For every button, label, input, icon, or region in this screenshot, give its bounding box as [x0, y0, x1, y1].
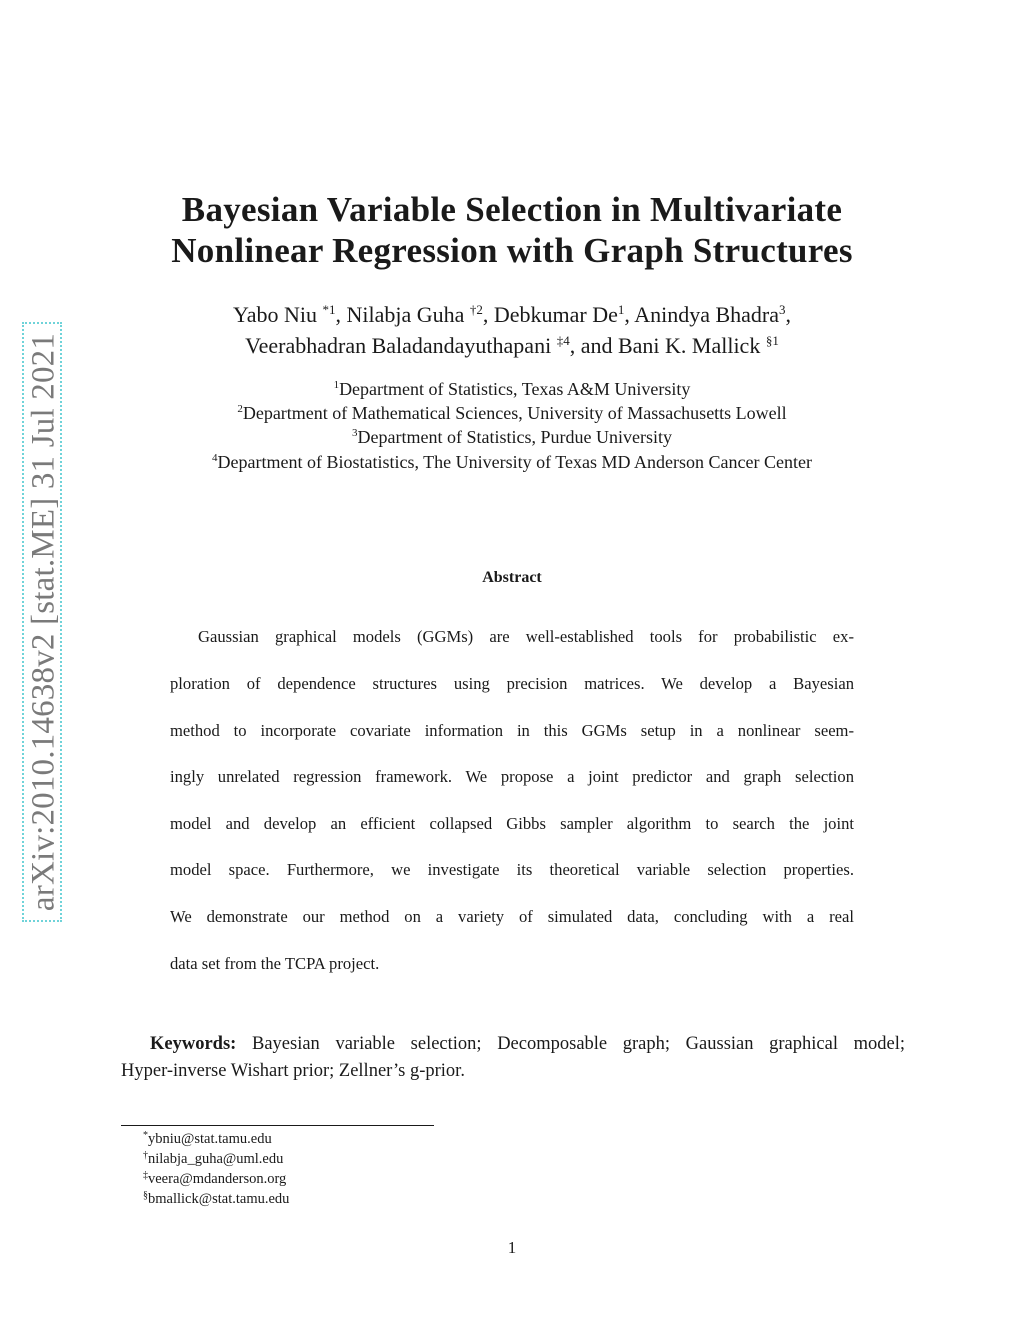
- footnote-text: ybniu@stat.tamu.edu: [148, 1131, 272, 1147]
- footnote-email: [143, 1150, 283, 1168]
- author-separator: ,: [785, 302, 791, 327]
- affiliation-text: Department of Statistics, Purdue University: [357, 427, 672, 447]
- affiliation-text: Department of Biostatistics, The University of Texas MD Anderson Cancer Center: [217, 452, 812, 472]
- author-mark: *1: [322, 302, 336, 317]
- abstract-line: model and develop an efficient collapsed Gibbs sampler algorithm to search the joint: [170, 814, 854, 833]
- footnote-email: [143, 1190, 289, 1208]
- paper-title-line-2: Nonlinear Regression with Graph Structures: [171, 231, 853, 270]
- affiliation-number: 1: [333, 379, 340, 391]
- author-list-line-2: [0, 331, 1024, 361]
- affiliation: [0, 401, 1024, 425]
- footnote-email: [143, 1130, 272, 1148]
- footnote-email: [143, 1170, 286, 1188]
- affiliation-text: Department of Mathematical Sciences, University of Massachusetts Lowell: [242, 403, 787, 423]
- keywords-line-2: Hyper-inverse Wishart prior; Zellner’s g-prior.: [121, 1061, 465, 1081]
- author-mark: 1: [617, 302, 625, 317]
- affiliation-number: 4: [212, 452, 218, 464]
- author-separator: ,: [335, 302, 347, 327]
- footnote-text: bmallick@stat.tamu.edu: [148, 1191, 290, 1207]
- footnote-mark: §: [143, 1190, 148, 1201]
- author-separator: ,: [482, 302, 494, 327]
- affiliation: [0, 425, 1024, 449]
- affiliation-text: Department of Statistics, Texas A&M University: [339, 379, 691, 399]
- author-mark: 3: [778, 302, 786, 317]
- abstract-heading: Abstract: [482, 569, 542, 586]
- footnote-mark: *: [143, 1130, 148, 1141]
- author-name: Bani K. Mallick: [617, 333, 766, 358]
- author-list-line-1: [0, 300, 1024, 330]
- author-name: Yabo Niu: [233, 302, 323, 327]
- keywords-text: Bayesian variable selection; Decomposable graph; Gaussian graphical model;: [251, 1034, 905, 1054]
- author-mark: §1: [765, 333, 779, 348]
- abstract-line: Gaussian graphical models (GGMs) are well-established tools for probabilistic ex-: [198, 627, 854, 646]
- author-mark: †2: [469, 302, 483, 317]
- abstract-line: method to incorporate covariate information in this GGMs setup in a nonlinear seem-: [170, 721, 854, 740]
- footnote-mark: †: [143, 1150, 148, 1161]
- affiliation-number: 3: [352, 427, 358, 439]
- keywords-label: Keywords:: [150, 1034, 237, 1054]
- footnote-mark: ‡: [143, 1170, 148, 1181]
- author-separator: ,: [624, 302, 635, 327]
- author-mark: ‡4: [556, 333, 570, 348]
- author-name: Veerabhadran Baladandayuthapani: [245, 333, 557, 358]
- abstract-line: data set from the TCPA project.: [170, 954, 380, 973]
- author-separator: , and: [569, 333, 618, 358]
- paper-title-line-1: Bayesian Variable Selection in Multivariate: [181, 190, 843, 229]
- author-name: Debkumar De: [493, 302, 618, 327]
- abstract-line: ingly unrelated regression framework. We propose a joint predictor and graph selection: [170, 767, 854, 786]
- keywords-line-1: [150, 1034, 905, 1055]
- affiliation: [0, 377, 1024, 401]
- abstract-line: We demonstrate our method on a variety of simulated data, concluding with a real: [170, 907, 854, 926]
- arxiv-identifier: arXiv:2010.14638v2 [stat.ME] 31 Jul 2021: [25, 332, 62, 912]
- abstract-line: ploration of dependence structures using precision matrices. We develop a Bayesian: [170, 674, 854, 693]
- author-name: Nilabja Guha: [346, 302, 470, 327]
- page-number: 1: [507, 1238, 517, 1257]
- affiliation-number: 2: [237, 403, 243, 415]
- abstract-line: model space. Furthermore, we investigate its theoretical variable selection properties.: [170, 860, 854, 879]
- affiliation: [0, 450, 1024, 474]
- footnote-divider: [121, 1125, 434, 1126]
- footnote-text: nilabja_guha@uml.edu: [148, 1151, 284, 1167]
- author-name: Anindya Bhadra: [634, 302, 779, 327]
- footnote-text: veera@mdanderson.org: [148, 1171, 287, 1187]
